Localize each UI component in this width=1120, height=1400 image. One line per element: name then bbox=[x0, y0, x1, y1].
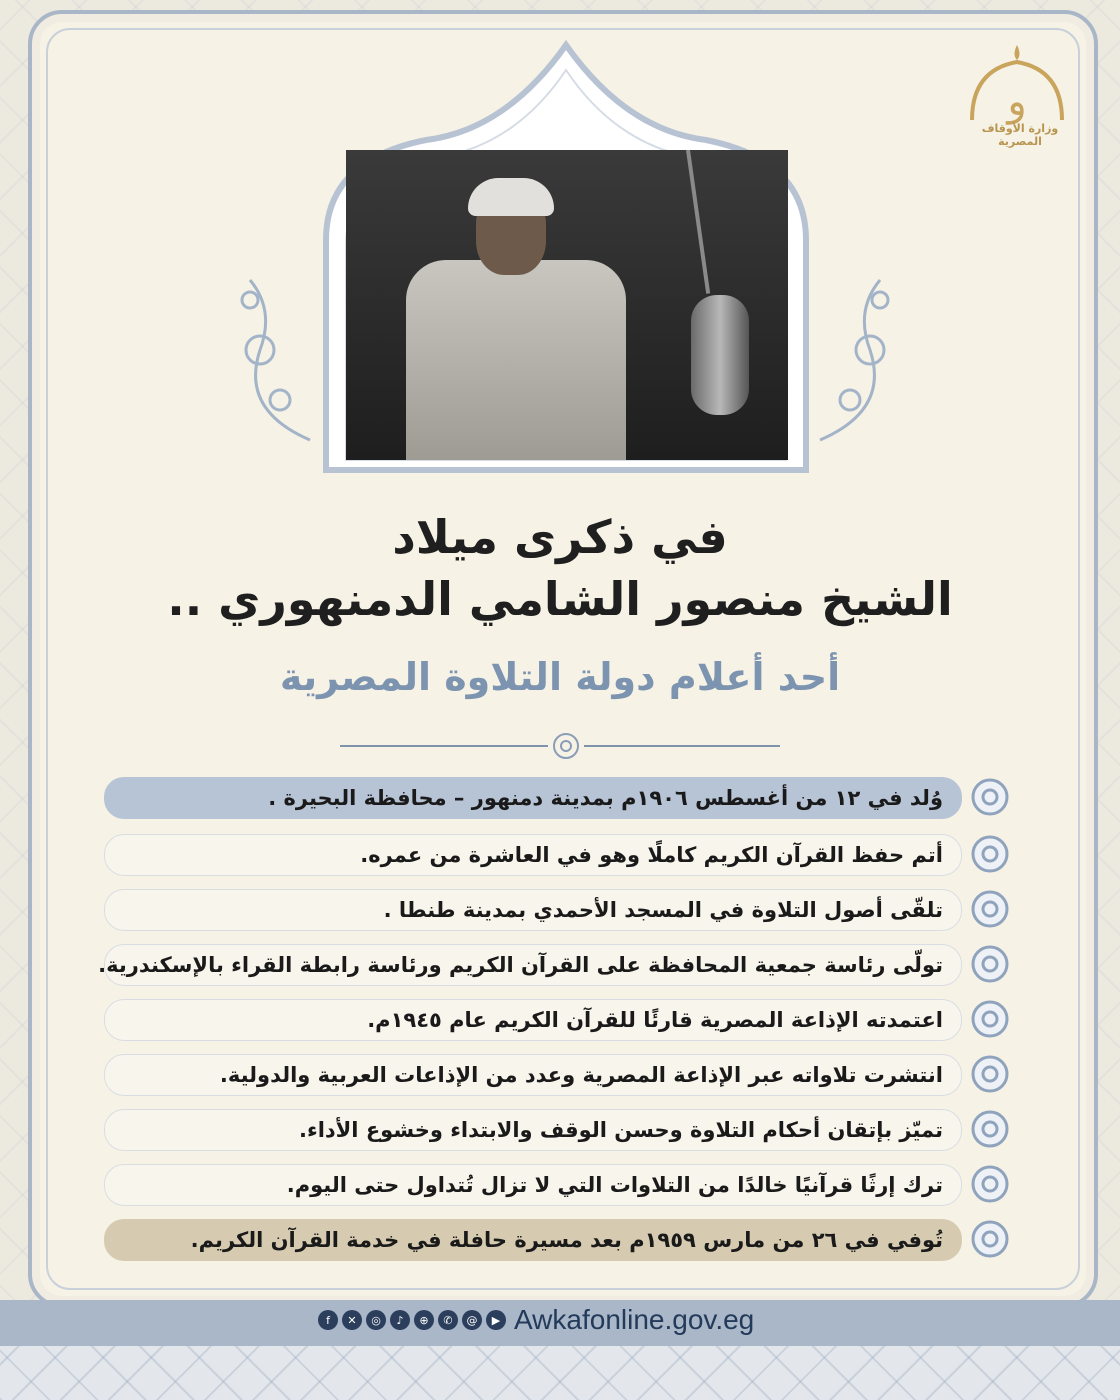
threads-icon[interactable]: @ bbox=[462, 1310, 482, 1330]
list-item bbox=[104, 834, 962, 876]
list-item bbox=[104, 777, 962, 819]
ministry-logo bbox=[962, 40, 1072, 170]
divider-rosette-icon bbox=[548, 728, 584, 764]
list-item-text: تلقّى أصول التلاوة في المسجد الأحمدي بمدينة طنطا . bbox=[383, 898, 943, 922]
rosette-icon bbox=[968, 942, 1012, 986]
web-icon[interactable]: ⊕ bbox=[414, 1310, 434, 1330]
rosette-icon bbox=[968, 1107, 1012, 1151]
floral-ornament-right bbox=[800, 270, 910, 450]
footer-links bbox=[318, 1304, 754, 1336]
tiktok-icon[interactable]: ♪ bbox=[390, 1310, 410, 1330]
list-item bbox=[104, 999, 962, 1041]
rosette-icon bbox=[968, 887, 1012, 931]
list-item bbox=[104, 1109, 962, 1151]
rosette-icon bbox=[968, 997, 1012, 1041]
sheikh-photo bbox=[346, 150, 788, 460]
list-item bbox=[104, 1164, 962, 1206]
title-line1: في ذكرى ميلاد bbox=[392, 510, 728, 564]
list-item bbox=[104, 1054, 962, 1096]
floral-ornament-left bbox=[220, 270, 330, 450]
rosette-icon bbox=[968, 775, 1012, 819]
x-icon[interactable]: ✕ bbox=[342, 1310, 362, 1330]
list-item-text: أتم حفظ القرآن الكريم كاملًا وهو في العاشرة من عمره. bbox=[360, 843, 943, 867]
list-item-text: انتشرت تلاواته عبر الإذاعة المصرية وعدد من الإذاعات العربية والدولية. bbox=[219, 1063, 943, 1087]
rosette-icon bbox=[968, 1162, 1012, 1206]
rosette-icon bbox=[968, 1217, 1012, 1261]
svg-text:و: و bbox=[1007, 79, 1027, 125]
list-item-text: ترك إرثًا قرآنيًا خالدًا من التلاوات التي لا تزال تُتداول حتى اليوم. bbox=[286, 1173, 943, 1197]
subtitle: أحد أعلام دولة التلاوة المصرية bbox=[279, 655, 841, 699]
list-item-text: اعتمدته الإذاعة المصرية قارئًا للقرآن الكريم عام ١٩٤٥م. bbox=[367, 1008, 943, 1032]
youtube-icon[interactable]: ▶ bbox=[486, 1310, 506, 1330]
facebook-icon[interactable]: f bbox=[318, 1310, 338, 1330]
website-link[interactable]: Awkafonline.gov.eg bbox=[514, 1304, 755, 1335]
list-item bbox=[98, 944, 962, 986]
list-item-text: تُوفي في ٢٦ من مارس ١٩٥٩م بعد مسيرة حافلة في خدمة القرآن الكريم. bbox=[190, 1228, 943, 1252]
list-item-text: تولّى رئاسة جمعية المحافظة على القرآن الكريم ورئاسة رابطة القراء بالإسكندرية. bbox=[98, 953, 943, 977]
instagram-icon[interactable]: ◎ bbox=[366, 1310, 386, 1330]
list-item-text: تميّز بإتقان أحكام التلاوة وحسن الوقف والابتداء وخشوع الأداء. bbox=[298, 1118, 943, 1142]
list-item-text: وُلد في ١٢ من أغسطس ١٩٠٦م بمدينة دمنهور – محافظة البحيرة . bbox=[268, 786, 943, 810]
whatsapp-icon[interactable]: ✆ bbox=[438, 1310, 458, 1330]
rosette-icon bbox=[968, 1052, 1012, 1096]
rosette-icon bbox=[968, 832, 1012, 876]
list-item bbox=[104, 889, 962, 931]
bottom-pattern bbox=[0, 1346, 1120, 1400]
title-line2: الشيخ منصور الشامي الدمنهوري .. bbox=[167, 572, 953, 626]
ministry-logo-text: وزارة الأوقاف المصرية bbox=[981, 122, 1059, 148]
list-item bbox=[104, 1219, 962, 1261]
